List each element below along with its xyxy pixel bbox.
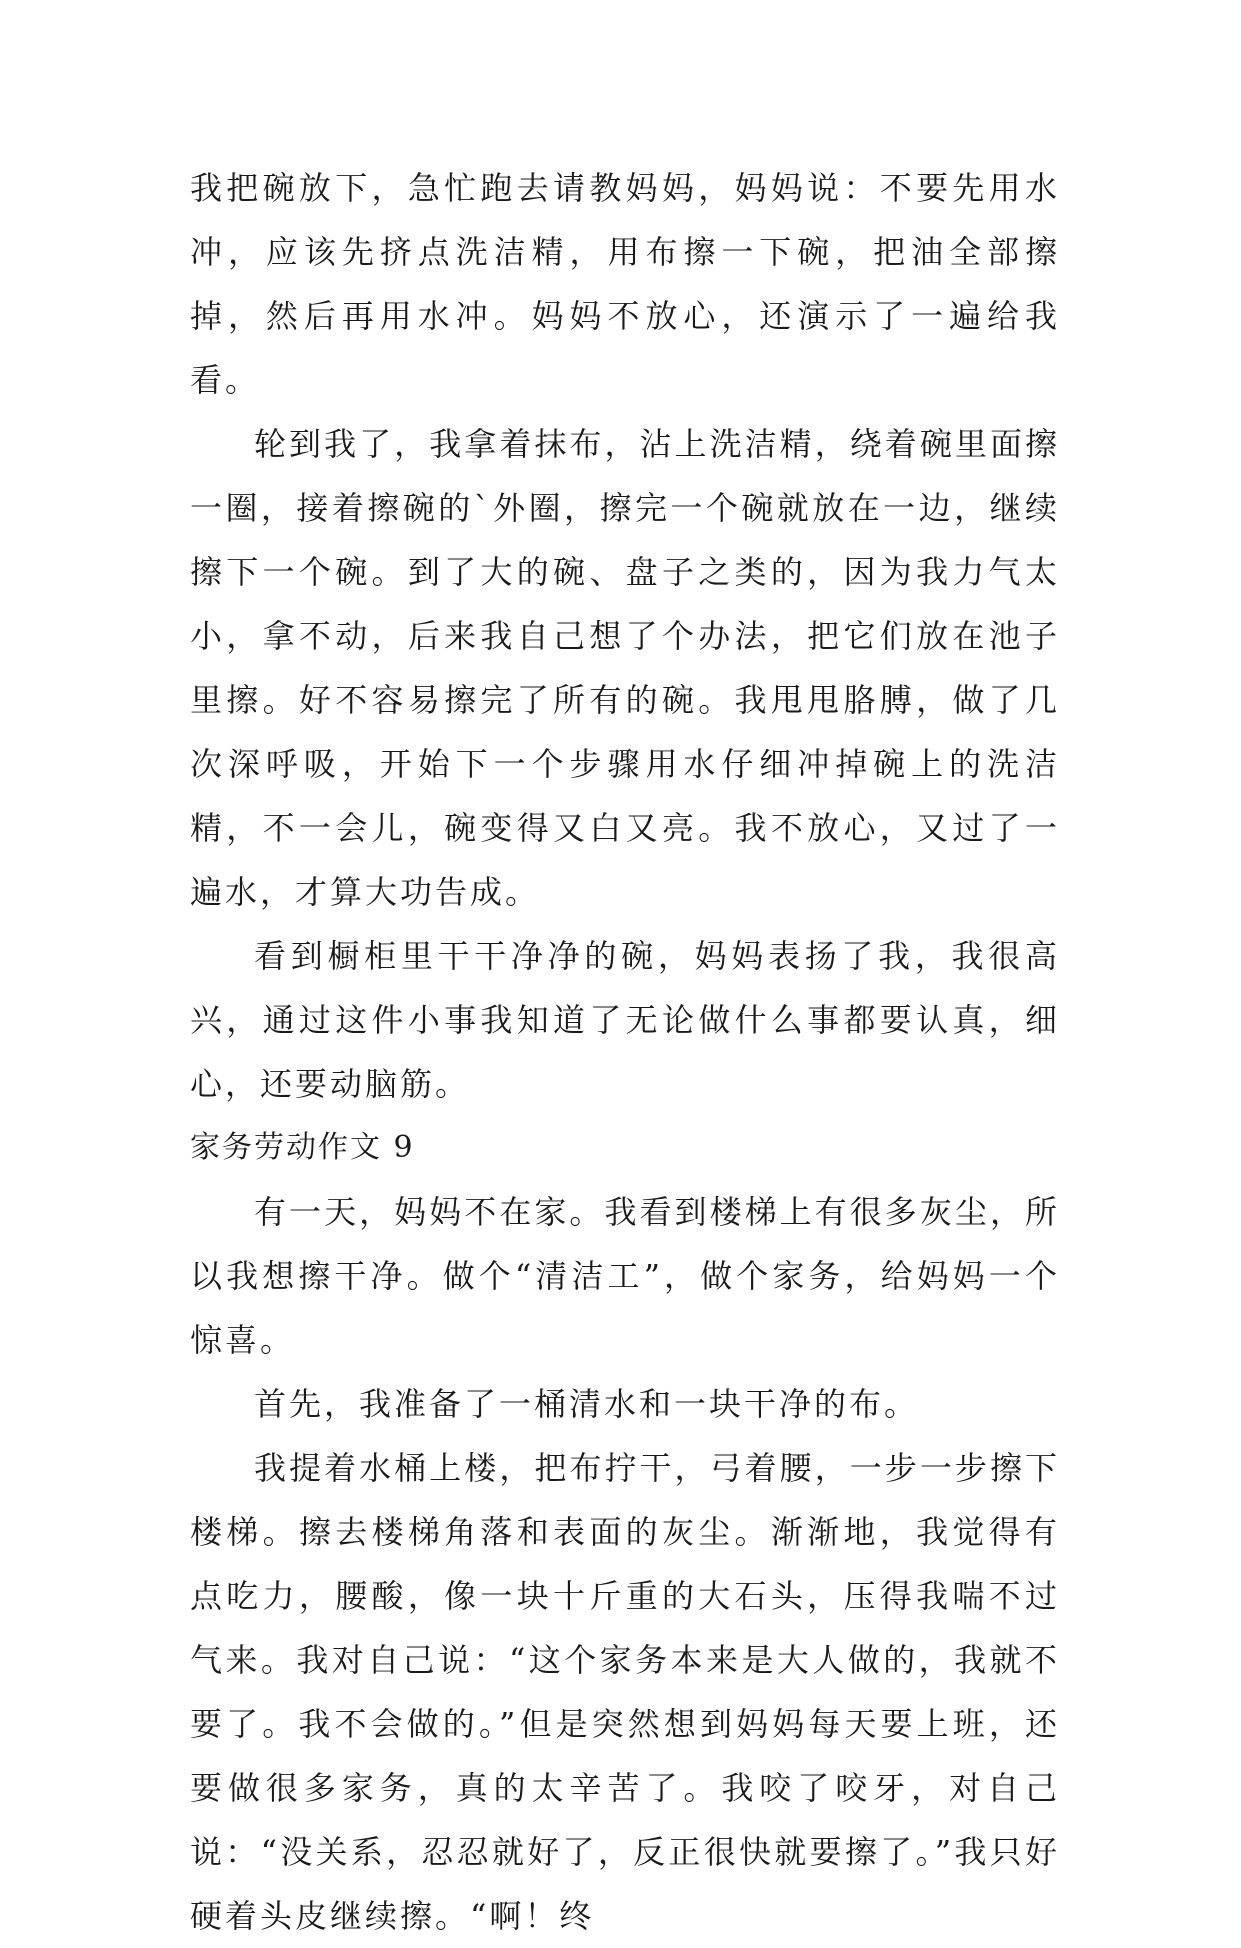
document-body: [190, 156, 1060, 1948]
paragraph: 我提着水桶上楼，把布拧干，弓着腰，一步一步擦下楼梯。擦去楼梯角落和表面的灰尘。渐渐地，我觉得有点吃力，腰酸，像一块十斤重的大石头，压得我喘不过气来。我对自己说：“这个家务本来是大人做的，我就不要了。我不会做的。”但是突然想到妈妈每天要上班，还要做很多家务，真的太辛苦了。我咬了咬牙，对自己说：“没关系，忍忍就好了，反正很快就要擦了。”我只好硬着头皮继续擦。“啊！终: [190, 1449, 1060, 1935]
paragraph: 轮到我了，我拿着抹布，沾上洗洁精，绕着碗里面擦一圈，接着擦碗的`外圈，擦完一个碗就放在一边，继续擦下一个碗。到了大的碗、盘子之类的，因为我力气太小，拿不动，后来我自己想了个办法，把它们放在池子里擦。好不容易擦完了所有的碗。我甩甩胳膊，做了几次深呼吸，开始下一个步骤用水仔细冲掉碗上的洗洁精，不一会儿，碗变得又白又亮。我不放心，又过了一遍水，才算大功告成。: [190, 425, 1060, 911]
section-title: 家务劳动作文 9: [190, 1130, 415, 1165]
paragraph: 看到橱柜里干干净净的碗，妈妈表扬了我，我很高兴，通过这件小事我知道了无论做什么事都要认真，细心，还要动脑筋。: [190, 937, 1060, 1103]
paragraph: 我把碗放下，急忙跑去请教妈妈，妈妈说：不要先用水冲，应该先挤点洗洁精，用布擦一下碗，把油全部擦掉，然后再用水冲。妈妈不放心，还演示了一遍给我看。: [190, 169, 1060, 399]
paragraph: 有一天，妈妈不在家。我看到楼梯上有很多灰尘，所以我想擦干净。做个“清洁工”，做个家务，给妈妈一个惊喜。: [190, 1193, 1060, 1359]
paragraph: 首先，我准备了一桶清水和一块干净的布。: [254, 1385, 920, 1423]
